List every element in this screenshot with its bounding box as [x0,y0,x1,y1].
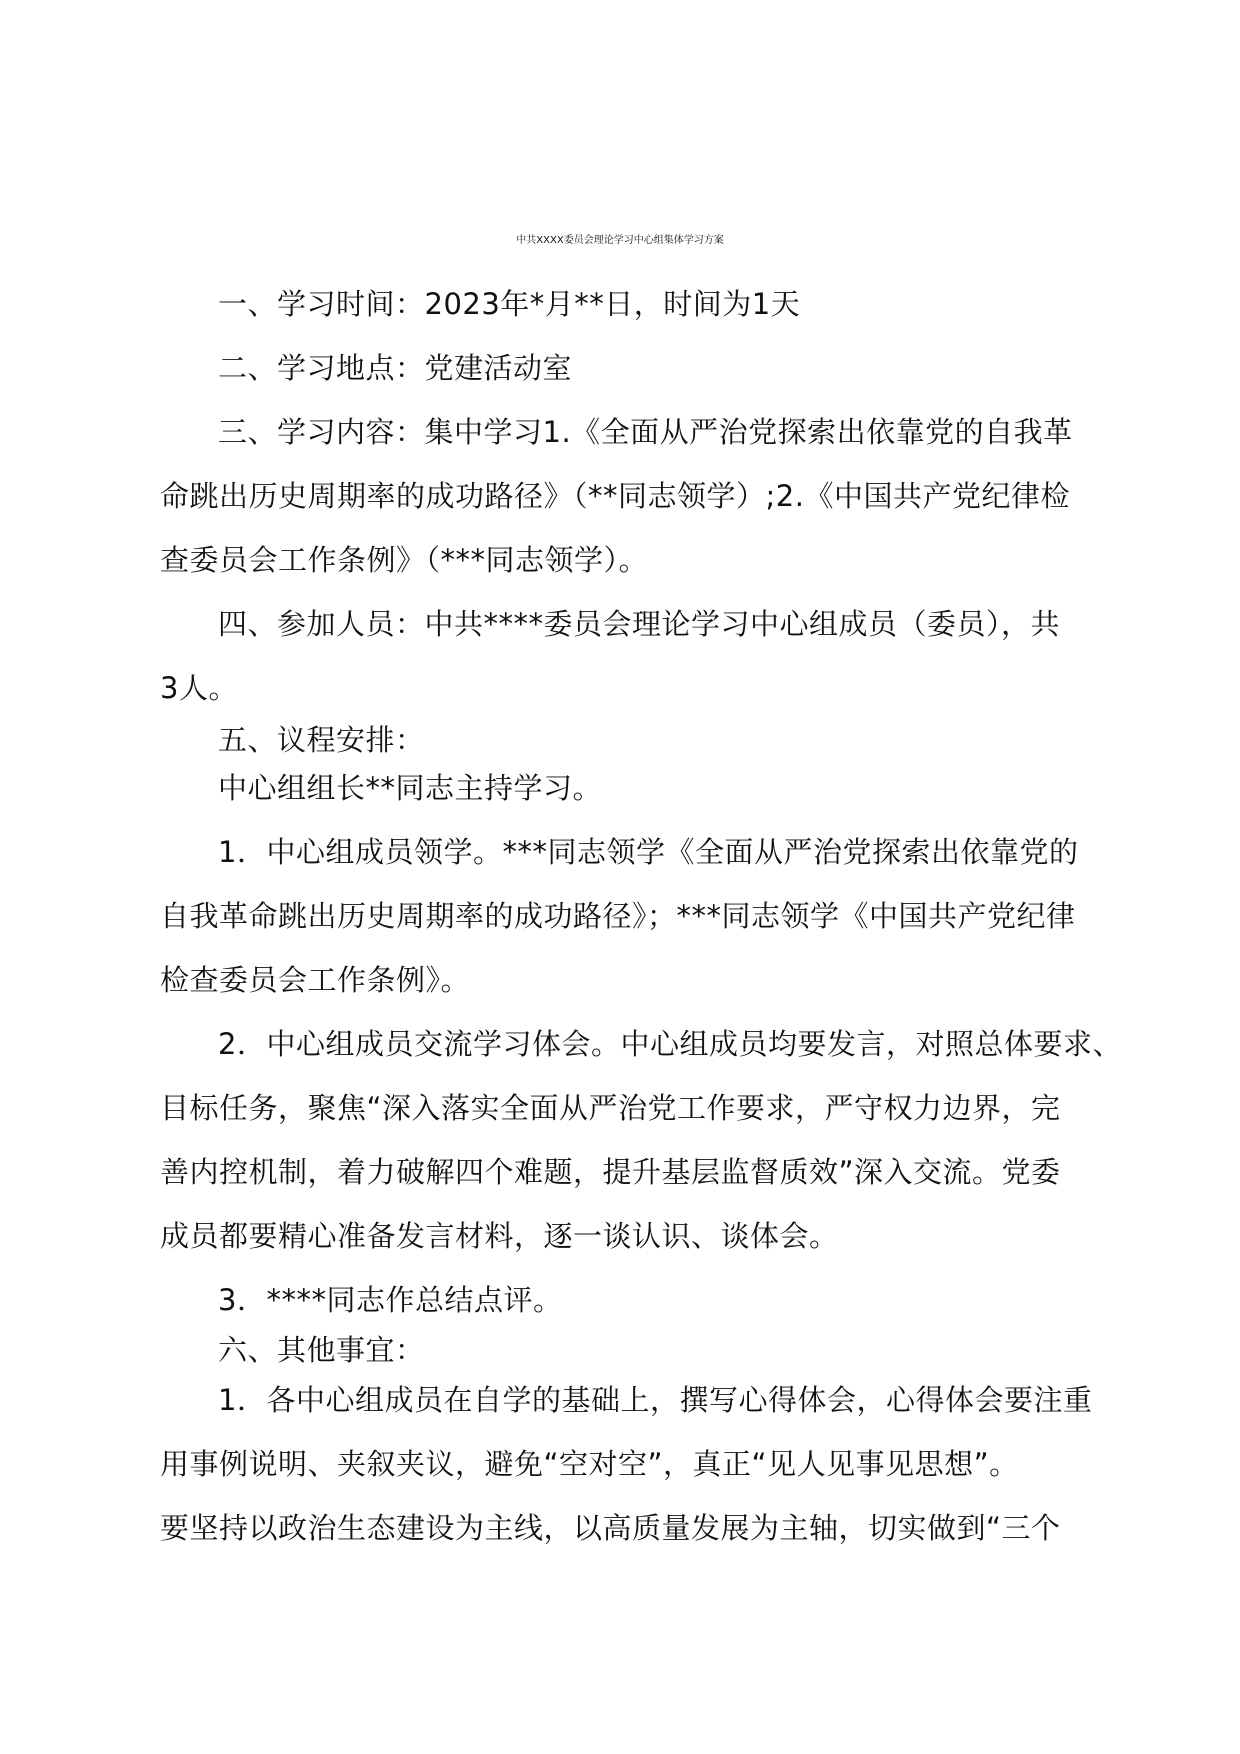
paragraph-line: 目标任务，聚焦“深入落实全面从严治党工作要求，严守权力边界，完 [160,1091,1061,1125]
paragraph-line: 3人。 [160,671,238,705]
agenda-item-3: 3．****同志作总结点评。 [218,1283,563,1317]
section-study-content: 三、学习内容：集中学习1.《全面从严治党探索出依靠党的自我革 [218,415,1073,449]
section-participants: 四、参加人员：中共****委员会理论学习中心组成员（委员），共 [218,607,1061,641]
paragraph-line: 要坚持以政治生态建设为主线，以高质量发展为主轴，切实做到“三个 [160,1511,1061,1545]
paragraph-line: 成员都要精心准备发言材料，逐一谈认识、谈体会。 [160,1219,839,1253]
paragraph-line: 用事例说明、夹叙夹议，避免“空对空”，真正“见人见事见思想”。 [160,1447,1019,1481]
paragraph-line: 检查委员会工作条例》。 [160,963,471,997]
section-agenda: 五、议程安排： [218,723,425,757]
section-study-time: 一、学习时间：2023年*月**日，时间为1天 [218,287,801,321]
section-study-location: 二、学习地点：党建活动室 [218,351,573,385]
paragraph-line: 善内控机制，着力破解四个难题，提升基层监督质效”深入交流。党委 [160,1155,1061,1189]
paragraph-line: 自我革命跳出历史周期率的成功路径》；***同志领学《中国共产党纪律 [160,899,1076,933]
agenda-host: 中心组组长**同志主持学习。 [218,771,603,805]
section-other-matters: 六、其他事宜： [218,1333,425,1367]
paragraph-line: 查委员会工作条例》（***同志领学）。 [160,543,649,577]
document-title: 中共XXXX委员会理论学习中心组集体学习方案 [516,235,724,246]
other-item-1: 1．各中心组成员在自学的基础上，撰写心得体会，心得体会要注重 [218,1383,1093,1417]
paragraph-line: 命跳出历史周期率的成功路径》（**同志领学）;2.《中国共产党纪律检 [160,479,1070,513]
agenda-item-2: 2．中心组成员交流学习体会。中心组成员均要发言，对照总体要求、 [218,1027,1122,1061]
agenda-item-1: 1．中心组成员领学。***同志领学《全面从严治党探索出依靠党的 [218,835,1079,869]
